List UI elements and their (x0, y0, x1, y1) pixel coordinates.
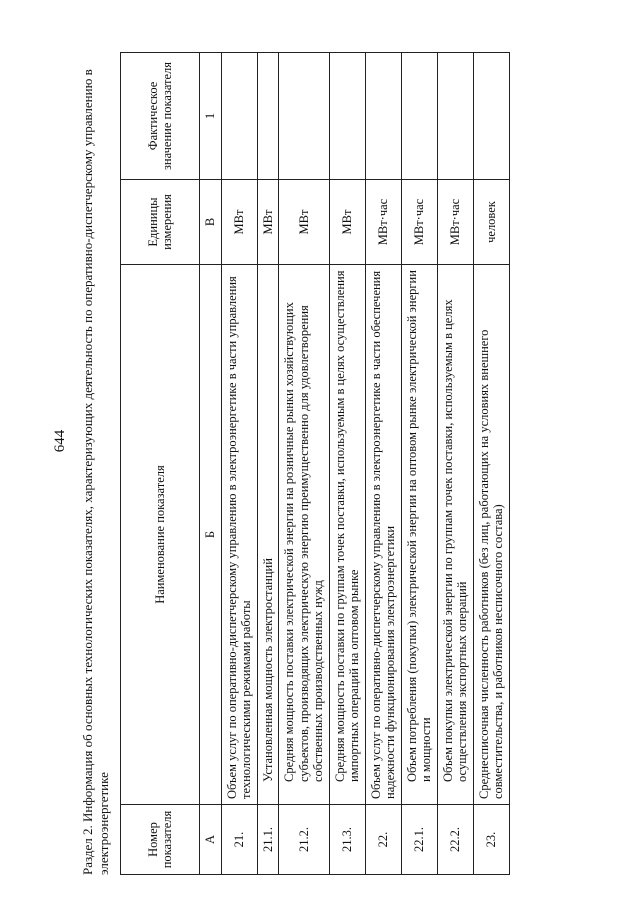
row-value (365, 53, 401, 180)
row-unit: человек (473, 180, 509, 265)
row-number: 23. (473, 805, 509, 875)
table-row (221, 53, 257, 875)
table-header-row (121, 53, 200, 875)
letter-value: 1 (200, 53, 222, 180)
row-value (437, 53, 473, 180)
header-value: Фактическое значение показателя (121, 53, 200, 180)
table-row (473, 53, 509, 875)
table-row (257, 53, 279, 875)
row-value (473, 53, 509, 180)
header-name: Наименование показателя (121, 265, 200, 805)
table-letter-row (200, 53, 222, 875)
row-value (257, 53, 279, 180)
row-value (401, 53, 437, 180)
row-number: 22.2. (437, 805, 473, 875)
letter-unit: В (200, 180, 222, 265)
row-name: Среднесписочная численность работников (без лиц, работающих на условиях внешнего совместительства, и работников несписочного состава) (473, 265, 509, 805)
table-row (365, 53, 401, 875)
row-value (221, 53, 257, 180)
row-name: Объем покупки электрической энергии по группам точек поставки, используемым в целях осуществления экспортных операций (437, 265, 473, 805)
row-value (329, 53, 365, 180)
row-name: Объем потребления (покупки) электрической энергии на оптовом рынке электрической энергии и мощности (401, 265, 437, 805)
row-number: 22.1. (401, 805, 437, 875)
row-unit: МВт (329, 180, 365, 265)
row-number: 22. (365, 805, 401, 875)
row-unit: МВт·час (437, 180, 473, 265)
row-unit: МВт (257, 180, 279, 265)
indicators-table (120, 52, 510, 875)
table-row (329, 53, 365, 875)
row-name: Средняя мощность поставки по группам точек поставки, используемым в целях осуществления импортных операций на оптовом рынке (329, 265, 365, 805)
page-number: 644 (52, 429, 68, 453)
row-number: 21. (221, 805, 257, 875)
header-unit: Единицы измерения (121, 180, 200, 265)
section-title: Раздел 2. Информация об основных технологических показателях, характеризующих деятельность по оперативно-диспетчерскому управлению в электроэнергетике (80, 69, 111, 875)
row-unit: МВт (279, 180, 330, 265)
row-number: 21.1. (257, 805, 279, 875)
letter-name: Б (200, 265, 222, 805)
row-name: Установленная мощность электростанций (257, 265, 279, 805)
row-name: Объем услуг по оперативно-диспетчерскому управлению в электроэнергетике в части управления технологическими режимами работы (221, 265, 257, 805)
header-number: Номер показателя (121, 805, 200, 875)
row-number: 21.3. (329, 805, 365, 875)
landscape-content (80, 45, 630, 885)
letter-number: А (200, 805, 222, 875)
row-name: Средняя мощность поставки электрической энергии на розничные рынки хозяйствующих субъектов, производящих электрическую энергию преимущественно для удовлетворения собственных производственных нужд (279, 265, 330, 805)
row-unit: МВт (221, 180, 257, 265)
table-row (437, 53, 473, 875)
table-row (279, 53, 330, 875)
row-number: 21.2. (279, 805, 330, 875)
table-row (401, 53, 437, 875)
row-value (279, 53, 330, 180)
row-name: Объем услуг по оперативно-диспетчерскому управлению в электроэнергетике в части обеспечения надежности функционирования электроэнергетики (365, 265, 401, 805)
row-unit: МВт·час (365, 180, 401, 265)
row-unit: МВт·час (401, 180, 437, 265)
